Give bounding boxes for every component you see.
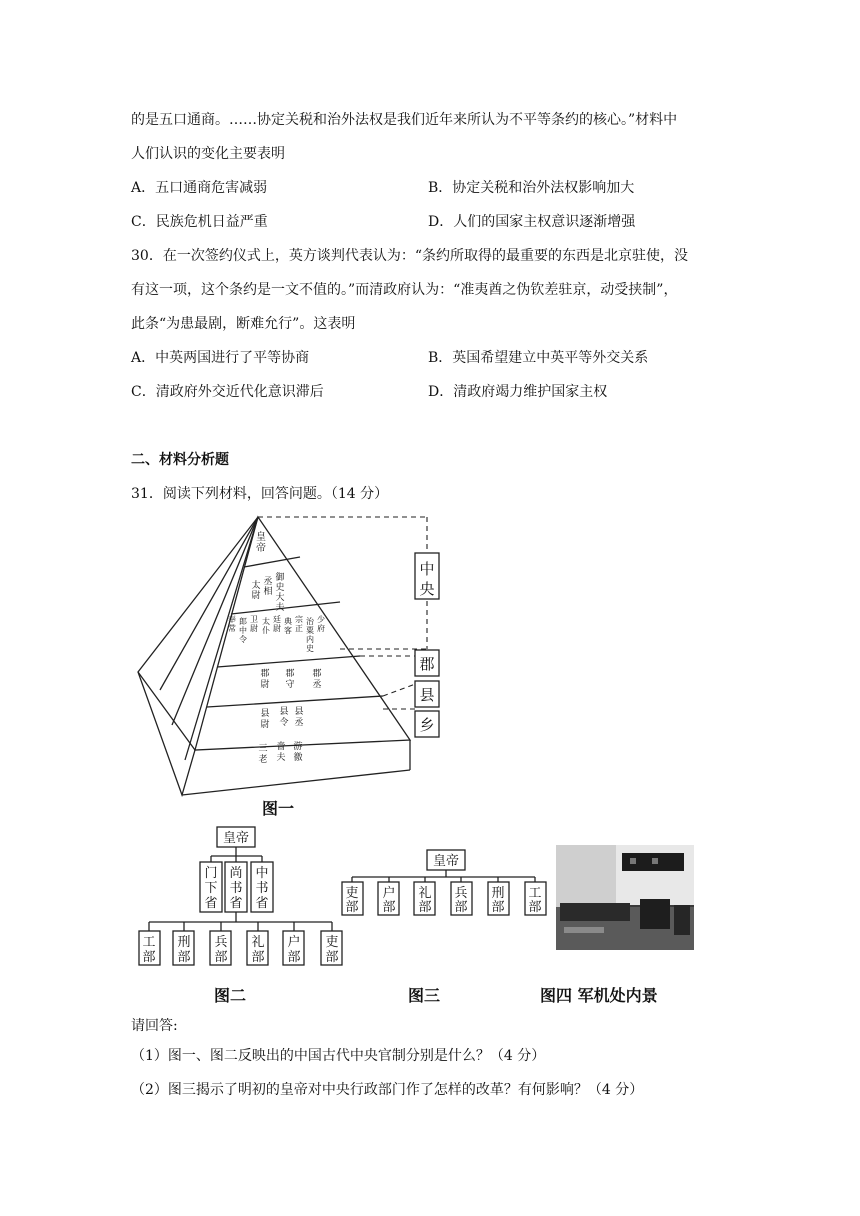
svg-text:三: 三 bbox=[258, 744, 268, 754]
svg-text:部: 部 bbox=[454, 900, 468, 915]
fig2-sheng-0 bbox=[204, 866, 217, 911]
svg-text:大: 大 bbox=[275, 593, 285, 603]
svg-text:仆: 仆 bbox=[262, 626, 270, 635]
svg-text:老: 老 bbox=[258, 755, 268, 765]
svg-text:尉: 尉 bbox=[260, 720, 270, 730]
q30-option-b: B．英国希望建立中英平等外交关系 bbox=[428, 350, 649, 366]
q30-stem-line1: 30．在一次签约仪式上，英方谈判代表认为：“条约所取得的最重要的东西是北京驻使，没 bbox=[131, 248, 688, 264]
svg-text:郎: 郎 bbox=[239, 617, 247, 626]
svg-text:夫: 夫 bbox=[275, 603, 285, 613]
q30-stem-line2: 有这一项，这个条约是一文不值的。”而清政府认为：“准夷酋之伪钦差驻京，动受挟制”， bbox=[131, 282, 678, 298]
svg-text:尉: 尉 bbox=[250, 624, 258, 633]
svg-text:礼: 礼 bbox=[418, 886, 432, 901]
svg-text:县: 县 bbox=[294, 707, 304, 717]
svg-text:御: 御 bbox=[275, 573, 285, 583]
svg-text:下: 下 bbox=[204, 881, 218, 896]
fig2-bu-5 bbox=[325, 934, 338, 965]
fig4-photo-grand-council-interior bbox=[556, 845, 694, 950]
svg-text:刑: 刑 bbox=[491, 886, 505, 901]
svg-text:史: 史 bbox=[306, 644, 314, 653]
svg-text:令: 令 bbox=[239, 635, 247, 644]
q30-option-c: C．清政府外交近代化意识滞后 bbox=[131, 384, 324, 400]
fig3-bu-3 bbox=[454, 886, 467, 915]
svg-text:粟: 粟 bbox=[306, 626, 314, 635]
svg-text:县: 县 bbox=[260, 709, 270, 719]
svg-text:尉: 尉 bbox=[273, 624, 281, 633]
svg-text:典: 典 bbox=[284, 617, 292, 626]
svg-text:治: 治 bbox=[306, 617, 314, 626]
svg-text:礼: 礼 bbox=[251, 935, 265, 950]
q29-option-a: A．五口通商危害减弱 bbox=[131, 180, 268, 196]
svg-text:客: 客 bbox=[284, 626, 292, 635]
fig2-top-emperor: 皇帝 bbox=[222, 831, 250, 846]
svg-text:省: 省 bbox=[229, 896, 243, 911]
svg-text:部: 部 bbox=[142, 950, 156, 965]
svg-text:中: 中 bbox=[239, 626, 247, 635]
svg-text:中: 中 bbox=[255, 866, 269, 881]
svg-text:郡: 郡 bbox=[285, 669, 295, 679]
fig1-label-jun: 郡 bbox=[419, 655, 435, 673]
fig3-caption: 图三 bbox=[408, 986, 441, 1005]
fig2-bu-0 bbox=[142, 935, 155, 965]
svg-text:郡: 郡 bbox=[312, 669, 322, 679]
q30-option-d: D．清政府竭力维护国家主权 bbox=[428, 384, 608, 400]
svg-text:部: 部 bbox=[491, 900, 505, 915]
fig3-top-emperor: 皇帝 bbox=[432, 854, 460, 869]
svg-text:户: 户 bbox=[382, 886, 396, 901]
svg-text:府: 府 bbox=[317, 624, 325, 633]
svg-text:县: 县 bbox=[279, 707, 289, 717]
svg-text:太: 太 bbox=[251, 581, 261, 591]
fig3-bu-5 bbox=[528, 886, 541, 915]
svg-text:卫: 卫 bbox=[250, 615, 258, 624]
q29-option-d: D．人们的国家主权意识逐渐增强 bbox=[428, 214, 636, 230]
fig4-caption: 图四 军机处内景 bbox=[540, 986, 658, 1005]
svg-text:守: 守 bbox=[285, 680, 295, 690]
svg-text:丞: 丞 bbox=[263, 577, 273, 587]
fig2-bu-2 bbox=[214, 935, 227, 965]
svg-text:宗: 宗 bbox=[295, 615, 303, 624]
fig3-bu-4 bbox=[491, 886, 504, 915]
q30-stem-line3: 此条“为患最剧，断难允行”。这表明 bbox=[131, 316, 356, 332]
svg-text:工: 工 bbox=[142, 935, 156, 950]
svg-text:徼: 徼 bbox=[293, 753, 303, 763]
svg-text:郡: 郡 bbox=[260, 669, 270, 679]
q31-sub1: （1）图一、图二反映出的中国古代中央官制分别是什么？（4 分） bbox=[131, 1048, 546, 1064]
svg-text:尉: 尉 bbox=[251, 591, 261, 601]
svg-text:常: 常 bbox=[228, 624, 236, 633]
svg-text:史: 史 bbox=[275, 583, 285, 593]
fig2-sheng-2 bbox=[255, 865, 268, 911]
svg-text:部: 部 bbox=[382, 900, 396, 915]
svg-text:太: 太 bbox=[262, 617, 270, 626]
svg-text:刑: 刑 bbox=[177, 935, 191, 950]
fig1-label-xian: 县 bbox=[419, 686, 435, 704]
svg-text:内: 内 bbox=[306, 635, 314, 644]
svg-text:省: 省 bbox=[255, 896, 269, 911]
fig2-sheng-1 bbox=[229, 865, 242, 911]
svg-text:兵: 兵 bbox=[454, 886, 468, 901]
q29-stem-line2: 人们认识的变化主要表明 bbox=[131, 146, 285, 162]
svg-text:夫: 夫 bbox=[276, 753, 286, 763]
svg-text:部: 部 bbox=[325, 950, 339, 965]
svg-text:丞: 丞 bbox=[312, 680, 322, 690]
fig3-bu-1 bbox=[382, 886, 395, 915]
svg-text:部: 部 bbox=[177, 950, 191, 965]
svg-text:部: 部 bbox=[345, 900, 359, 915]
svg-text:廷: 廷 bbox=[273, 615, 281, 624]
svg-text:门: 门 bbox=[204, 866, 218, 881]
fig2-caption: 图二 bbox=[214, 986, 247, 1005]
svg-text:啬: 啬 bbox=[276, 742, 286, 752]
svg-text:户: 户 bbox=[287, 935, 301, 950]
fig1-caption: 图一 bbox=[262, 799, 295, 818]
q30-option-a: A．中英两国进行了平等协商 bbox=[131, 350, 310, 366]
q29-option-b: B．协定关税和治外法权影响加大 bbox=[428, 180, 635, 196]
fig2-bu-1 bbox=[177, 935, 190, 965]
svg-text:部: 部 bbox=[287, 950, 301, 965]
svg-text:令: 令 bbox=[279, 718, 289, 728]
svg-text:部: 部 bbox=[214, 950, 228, 965]
fig1-label-central-2: 央 bbox=[419, 580, 435, 598]
svg-text:省: 省 bbox=[204, 896, 218, 911]
svg-text:奉: 奉 bbox=[228, 615, 236, 624]
svg-text:部: 部 bbox=[528, 900, 542, 915]
svg-text:部: 部 bbox=[251, 950, 265, 965]
svg-text:帝: 帝 bbox=[256, 543, 266, 554]
q29-option-c: C．民族危机日益严重 bbox=[131, 214, 268, 230]
fig2-bu-3 bbox=[251, 935, 264, 965]
svg-text:相: 相 bbox=[263, 587, 273, 597]
fig2-bu-4 bbox=[287, 935, 300, 965]
q29-stem-line1: 的是五口通商。……协定关税和治外法权是我们近年来所认为不平等条约的核心。”材料中 bbox=[131, 112, 678, 128]
svg-text:少: 少 bbox=[317, 615, 325, 624]
fig3-bu-2 bbox=[418, 886, 431, 915]
q31-ask: 请回答: bbox=[131, 1018, 178, 1034]
svg-text:正: 正 bbox=[295, 624, 303, 633]
svg-text:吏: 吏 bbox=[325, 935, 339, 950]
q31-stem: 31．阅读下列材料，回答问题。（14 分） bbox=[131, 486, 389, 502]
svg-text:部: 部 bbox=[418, 900, 432, 915]
svg-text:吏: 吏 bbox=[345, 886, 359, 901]
svg-text:尉: 尉 bbox=[260, 680, 270, 690]
fig1-label-xiang: 乡 bbox=[419, 716, 435, 734]
section-heading: 二、材料分析题 bbox=[131, 452, 229, 468]
svg-text:游: 游 bbox=[293, 742, 303, 752]
svg-text:书: 书 bbox=[229, 881, 243, 896]
svg-text:皇: 皇 bbox=[256, 532, 266, 543]
svg-text:丞: 丞 bbox=[294, 718, 304, 728]
svg-text:书: 书 bbox=[255, 881, 269, 896]
svg-text:兵: 兵 bbox=[214, 935, 228, 950]
q31-sub2: （2）图三揭示了明初的皇帝对中央行政部门作了怎样的改革？有何影响？（4 分） bbox=[131, 1082, 644, 1098]
svg-text:尚: 尚 bbox=[229, 866, 243, 881]
fig3-bu-0 bbox=[345, 885, 358, 915]
svg-text:工: 工 bbox=[528, 886, 542, 901]
fig1-label-central-1: 中 bbox=[419, 560, 435, 578]
